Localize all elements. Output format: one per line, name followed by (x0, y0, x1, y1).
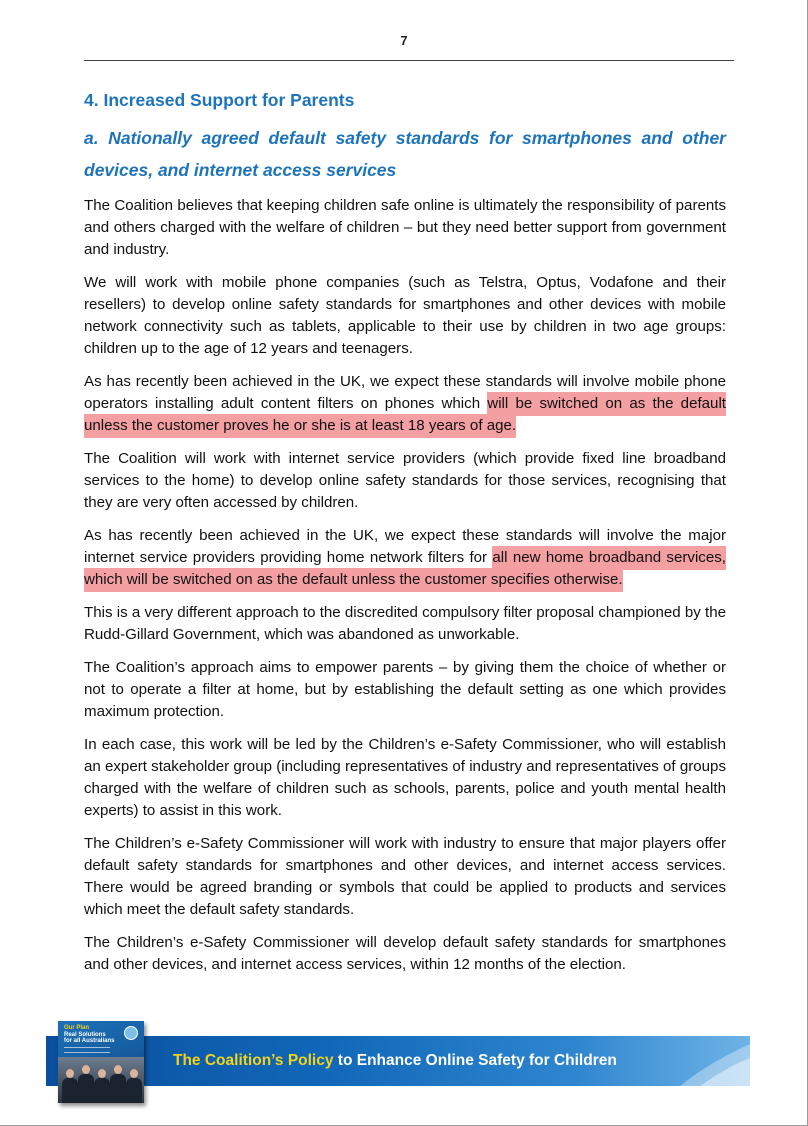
paragraph-7 (84, 657, 726, 723)
paragraph-text: As has recently been achieved in the UK, we expect these standards will involve mobile phone operators installing adult content filters on phones which (84, 373, 726, 412)
person-figure (78, 1065, 94, 1103)
header-rule (84, 60, 734, 61)
paragraph-9 (84, 833, 726, 921)
paragraph-text: The Children’s e-Safety Commissioner will work with industry to ensure that major players offer default safety standards for smartphones and other devices, and internet access services. There would be agreed branding or symbols that could be applied to products and services which meet the default safety standards. (84, 835, 726, 918)
sub-heading: a. Nationally agreed default safety standards for smartphones and other devices, and internet access services (84, 128, 726, 180)
footer-title-rest: to Enhance Online Safety for Children (333, 1052, 617, 1069)
person-figure (110, 1065, 126, 1103)
paragraph-text: The Coalition believes that keeping children safe online is ultimately the responsibility of parents and others charged with the welfare of children – but they need better support from government and industry. (84, 197, 726, 258)
cover-line-2: Real Solutions (64, 1031, 106, 1038)
paragraph-6 (84, 602, 726, 646)
paragraph-3 (84, 371, 726, 437)
cover-title (64, 1025, 124, 1045)
cover-photo (58, 1057, 144, 1103)
section-heading: 4. Increased Support for Parents (84, 90, 355, 110)
cover-line-3: for all Australians (64, 1038, 115, 1044)
person-figure (126, 1069, 142, 1103)
person-figure (94, 1069, 110, 1103)
footer-title-accent: The Coalition’s Policy (173, 1052, 334, 1069)
paragraph-text: We will work with mobile phone companies (such as Telstra, Optus, Vodafone and their resellers) to develop online safety standards for smartphones and other devices with mobile network connectivity such as tablets, applicable to their use by children in two age groups: children up to the age of 12 years and teenagers. (84, 274, 726, 357)
paragraph-2 (84, 272, 726, 360)
footer-title (173, 1052, 617, 1070)
paragraph-text: The Coalition’s approach aims to empower parents – by giving them the choice of whether or not to operate a filter at home, but by establishing the default setting as one which provides maximum protection. (84, 659, 726, 720)
paragraph-text: In each case, this work will be led by the Children’s e-Safety Commissioner, who will establish an expert stakeholder group (including representatives of industry and representatives of groups charged with the welfare of children such as schools, parents, police and youth mental health experts) to assist in this work. (84, 736, 726, 819)
paragraph-8 (84, 734, 726, 822)
paragraph-5 (84, 525, 726, 591)
cover-decoration (64, 1047, 110, 1053)
page-number: 7 (400, 33, 408, 48)
paragraph-10 (84, 932, 726, 976)
footer-swirl-icon (670, 1036, 750, 1086)
footer-banner (46, 1036, 750, 1086)
cover-logo-icon (124, 1026, 138, 1040)
person-figure (62, 1069, 78, 1103)
paragraph-text: This is a very different approach to the discredited compulsory filter proposal championed by the Rudd-Gillard Government, which was abandoned as unworkable. (84, 604, 726, 643)
cover-line-1: Our Plan (64, 1025, 90, 1031)
paragraph-text: The Coalition will work with internet service providers (which provide fixed line broadband services to the home) to develop online safety standards for those services, recognising that they are very often accessed by children. (84, 450, 726, 511)
paragraph-text: The Children’s e-Safety Commissioner will develop default safety standards for smartphones and other devices, and internet access services, within 12 months of the election. (84, 934, 726, 973)
paragraph-1 (84, 195, 726, 261)
paragraph-text: As has recently been achieved in the UK, we expect these standards will involve the major internet service providers providing home network filters for (84, 527, 726, 566)
highlighted-text: will be switched on as the default unless the customer proves he or she is at least 18 years of age. (84, 392, 726, 438)
page-content (84, 88, 726, 987)
highlighted-text: all new home broadband services, which will be switched on as the default unless the customer specifies otherwise. (84, 546, 726, 592)
policy-cover-thumbnail (58, 1021, 144, 1103)
paragraph-4 (84, 448, 726, 514)
